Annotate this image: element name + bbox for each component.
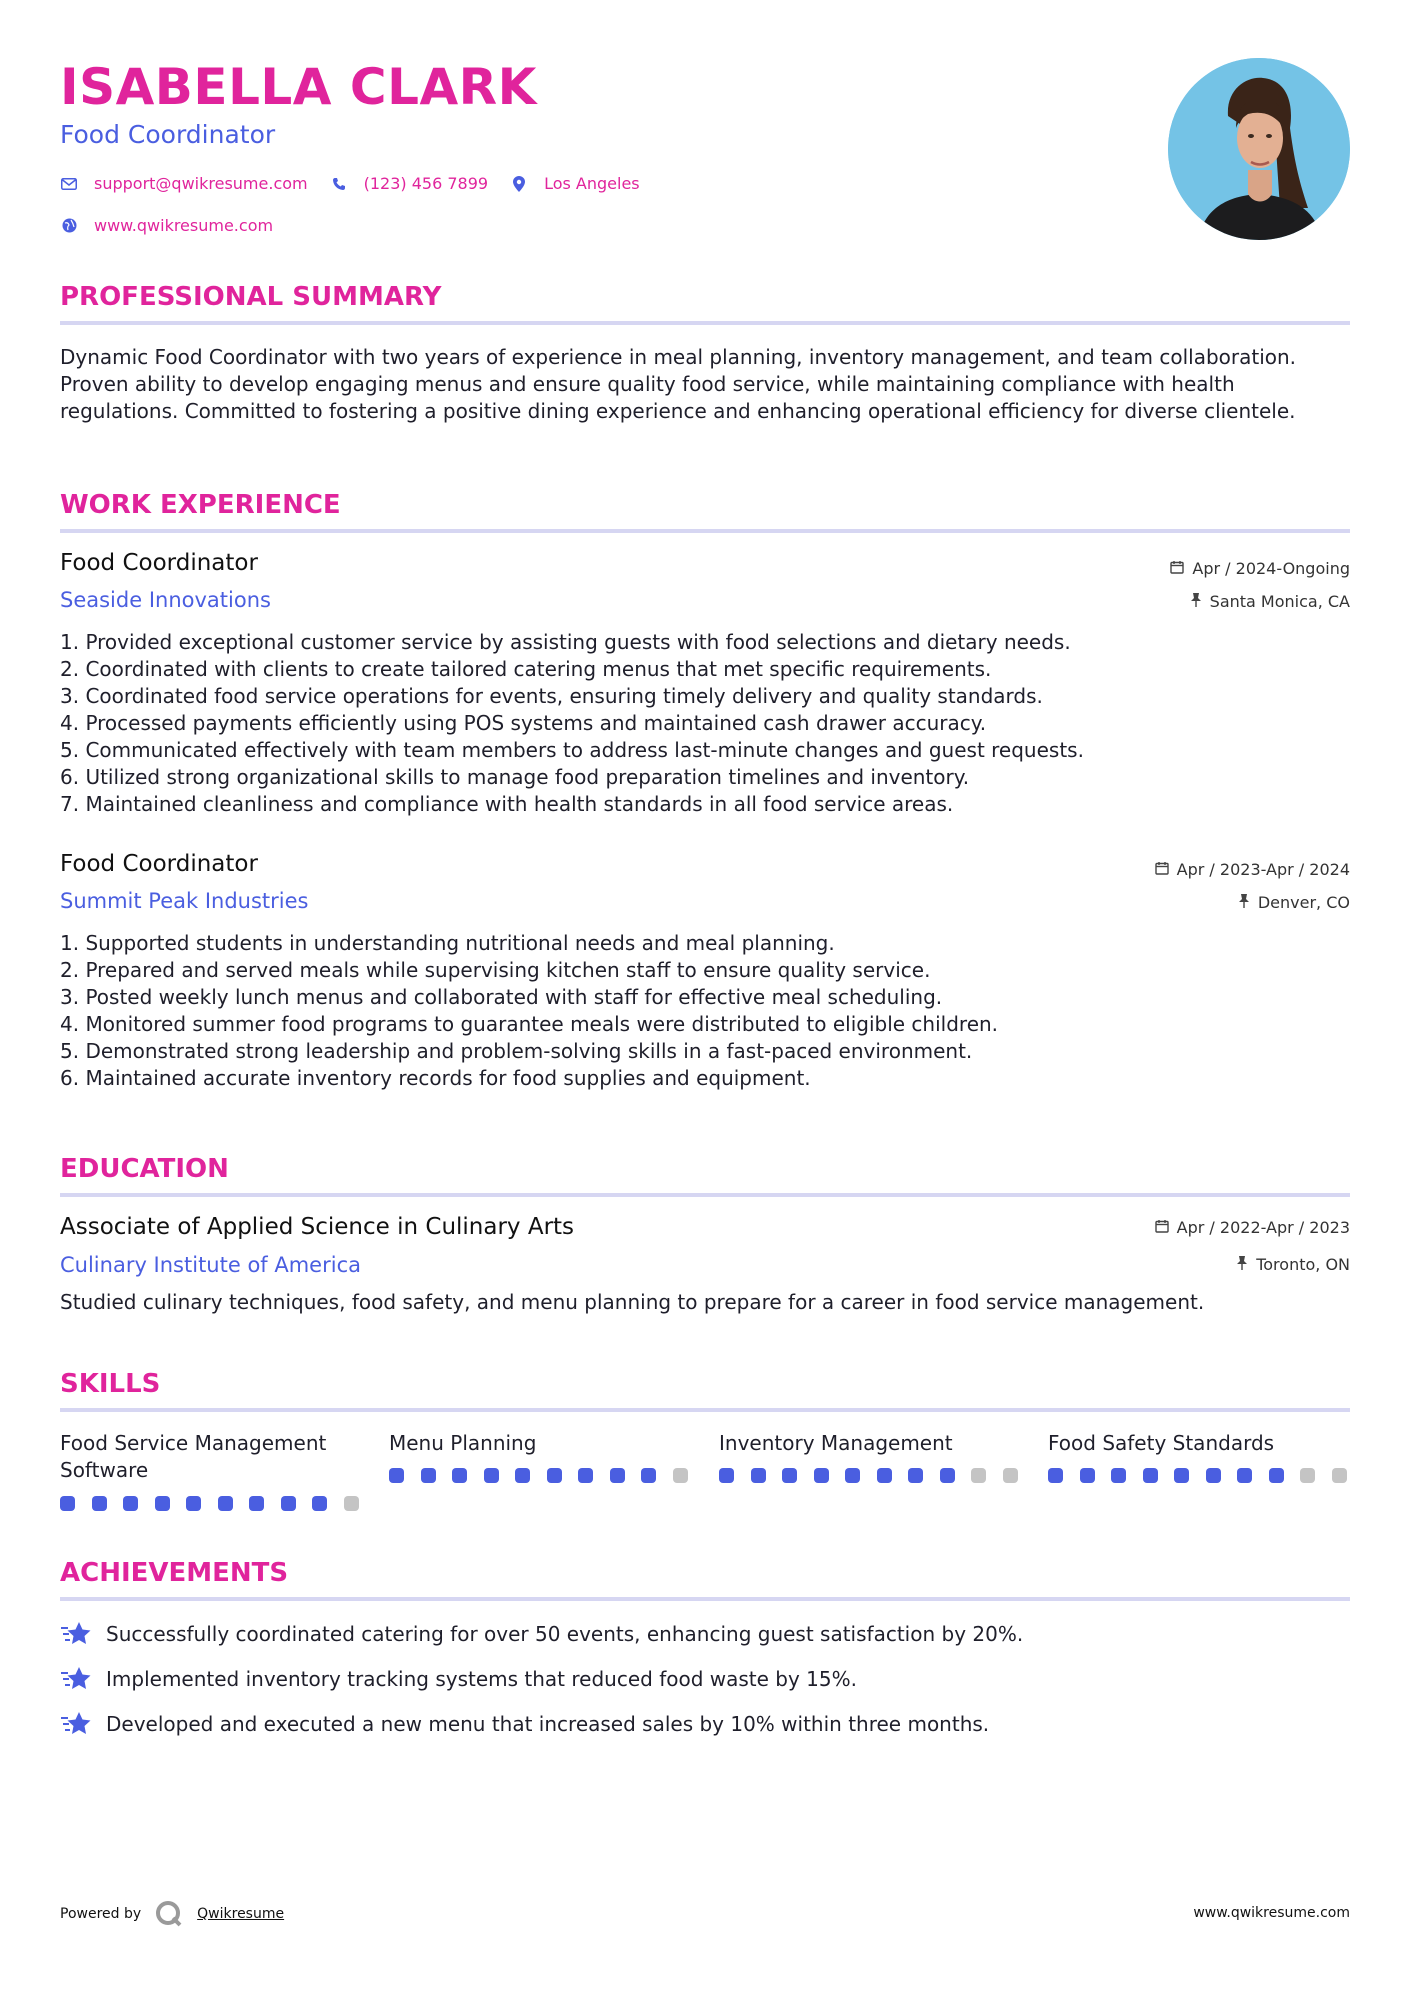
list-item: 5. Demonstrated strong leadership and problem-solving skills in a fast-paced environment. <box>60 1039 973 1063</box>
achievement-text: Developed and executed a new menu that increased sales by 10% within three months. <box>106 1712 990 1736</box>
rating-dot-filled <box>940 1468 955 1483</box>
education-divider <box>60 1193 1350 1197</box>
phone-icon <box>330 177 348 191</box>
star-award-icon <box>60 1710 92 1738</box>
footer-url[interactable]: www.qwikresume.com <box>1193 1905 1350 1921</box>
star-award-icon <box>60 1665 92 1693</box>
job-location <box>1238 893 1350 912</box>
education-description: Studied culinary techniques, food safety, and menu planning to prepare for a career in food service management. <box>60 1290 1205 1314</box>
rating-dot-filled <box>312 1496 327 1511</box>
rating-dot-empty <box>1003 1468 1018 1483</box>
job-location-text: Denver, CO <box>1257 893 1350 912</box>
location-text: Los Angeles <box>544 174 640 193</box>
education-heading: EDUCATION <box>60 1154 229 1184</box>
candidate-name: ISABELLA CLARK <box>60 58 537 116</box>
rating-dot-filled <box>1111 1468 1126 1483</box>
contact-row-1 <box>60 174 662 193</box>
achievement-text: Implemented inventory tracking systems that reduced food waste by 15%. <box>106 1667 857 1691</box>
skills-heading: SKILLS <box>60 1369 161 1399</box>
summary-heading: PROFESSIONAL SUMMARY <box>60 282 442 312</box>
footer-powered-by <box>60 1900 284 1928</box>
rating-dot-filled <box>877 1468 892 1483</box>
rating-dot-filled <box>484 1468 499 1483</box>
rating-dot-filled <box>547 1468 562 1483</box>
location-pin-icon <box>510 176 528 192</box>
pushpin-icon <box>1236 1256 1248 1274</box>
list-item: 5. Communicated effectively with team members to address last-minute changes and guest requests. <box>60 738 1084 762</box>
rating-dot-filled <box>782 1468 797 1483</box>
achievements-heading: ACHIEVEMENTS <box>60 1558 289 1588</box>
job-company: Seaside Innovations <box>60 588 271 612</box>
skills-divider <box>60 1408 1350 1412</box>
rating-dot-empty <box>971 1468 986 1483</box>
achievement-item <box>60 1710 989 1738</box>
achievements-divider <box>60 1597 1350 1601</box>
rating-dot-empty <box>344 1496 359 1511</box>
skill-rating <box>389 1468 704 1483</box>
list-item: 4. Processed payments efficiently using POS systems and maintained cash drawer accuracy. <box>60 711 987 735</box>
rating-dot-filled <box>908 1468 923 1483</box>
skill-name: Menu Planning <box>389 1431 537 1455</box>
experience-divider <box>60 529 1350 533</box>
rating-dot-filled <box>218 1496 233 1511</box>
rating-dot-filled <box>1143 1468 1158 1483</box>
job-dates <box>1155 860 1350 879</box>
rating-dot-filled <box>814 1468 829 1483</box>
email-link[interactable]: support@qwikresume.com <box>94 174 308 193</box>
list-item: 1. Supported students in understanding nutritional needs and meal planning. <box>60 931 835 955</box>
rating-dot-empty <box>673 1468 688 1483</box>
experience-heading: WORK EXPERIENCE <box>60 490 341 520</box>
rating-dot-filled <box>578 1468 593 1483</box>
rating-dot-filled <box>719 1468 734 1483</box>
phone-number[interactable]: (123) 456 7899 <box>363 174 489 193</box>
job-responsibilities <box>60 930 1350 1092</box>
achievement-text: Successfully coordinated catering for over 50 events, enhancing guest satisfaction by 20%. <box>106 1622 1024 1646</box>
job-location-text: Santa Monica, CA <box>1209 592 1350 611</box>
list-item: 6. Utilized strong organizational skills to manage food preparation timelines and inventory. <box>60 765 970 789</box>
degree-title: Associate of Applied Science in Culinary Arts <box>60 1214 575 1240</box>
list-item: 1. Provided exceptional customer service by assisting guests with food selections and dietary needs. <box>60 630 1071 654</box>
job-dates-text: Apr / 2024-Ongoing <box>1192 559 1350 578</box>
rating-dot-filled <box>845 1468 860 1483</box>
list-item: 4. Monitored summer food programs to guarantee meals were distributed to eligible children. <box>60 1012 999 1036</box>
achievement-item <box>60 1665 857 1693</box>
job-dates <box>1170 559 1350 578</box>
school-name: Culinary Institute of America <box>60 1253 361 1277</box>
skill-name: Food Service Management Software <box>60 1431 327 1482</box>
rating-dot-filled <box>249 1496 264 1511</box>
powered-by-label: Powered by <box>60 1906 142 1922</box>
job-responsibilities <box>60 629 1350 818</box>
calendar-icon <box>1155 1219 1169 1237</box>
rating-dot-filled <box>1174 1468 1189 1483</box>
list-item: 7. Maintained cleanliness and compliance with health standards in all food service areas. <box>60 792 954 816</box>
summary-divider <box>60 321 1350 325</box>
star-award-icon <box>60 1620 92 1648</box>
list-item: 6. Maintained accurate inventory records for food supplies and equipment. <box>60 1066 811 1090</box>
rating-dot-filled <box>1080 1468 1095 1483</box>
list-item: 2. Coordinated with clients to create tailored catering menus that met specific requirements. <box>60 657 992 681</box>
achievement-item <box>60 1620 1023 1648</box>
rating-dot-filled <box>641 1468 656 1483</box>
calendar-icon <box>1170 560 1184 578</box>
rating-dot-filled <box>389 1468 404 1483</box>
candidate-role: Food Coordinator <box>60 120 276 149</box>
rating-dot-empty <box>1332 1468 1347 1483</box>
skill-name: Inventory Management <box>719 1431 953 1455</box>
globe-icon <box>60 218 78 233</box>
rating-dot-filled <box>421 1468 436 1483</box>
email-icon <box>60 178 78 190</box>
job-location <box>1190 592 1350 611</box>
calendar-icon <box>1155 861 1169 879</box>
rating-dot-filled <box>60 1496 75 1511</box>
job-dates-text: Apr / 2023-Apr / 2024 <box>1176 860 1350 879</box>
rating-dot-filled <box>1048 1468 1063 1483</box>
job-company: Summit Peak Industries <box>60 889 309 913</box>
summary-text: Dynamic Food Coordinator with two years of experience in meal planning, inventory management, and team collaboration. Proven ability to develop engaging menus and ensure quality food service, while maintaining compliance with health regulations. Committed to fostering a positive dining experience and enhancing operational efficiency for diverse clientele. <box>60 345 1297 423</box>
rating-dot-filled <box>1269 1468 1284 1483</box>
rating-dot-filled <box>155 1496 170 1511</box>
skill-rating <box>719 1468 1034 1483</box>
list-item: 2. Prepared and served meals while supervising kitchen staff to ensure quality service. <box>60 958 931 982</box>
rating-dot-filled <box>1206 1468 1221 1483</box>
website-link[interactable]: www.qwikresume.com <box>94 216 274 235</box>
list-item: 3. Posted weekly lunch menus and collaborated with staff for effective meal scheduling. <box>60 985 943 1009</box>
rating-dot-filled <box>186 1496 201 1511</box>
pushpin-icon <box>1238 894 1250 912</box>
list-item: 3. Coordinated food service operations for events, ensuring timely delivery and quality standards. <box>60 684 1043 708</box>
skill-name: Food Safety Standards <box>1048 1431 1275 1455</box>
rating-dot-filled <box>610 1468 625 1483</box>
rating-dot-filled <box>515 1468 530 1483</box>
rating-dot-filled <box>751 1468 766 1483</box>
rating-dot-filled <box>452 1468 467 1483</box>
qwikresume-link[interactable]: Qwikresume <box>197 1906 285 1922</box>
rating-dot-empty <box>1300 1468 1315 1483</box>
rating-dot-filled <box>281 1496 296 1511</box>
skill-rating <box>60 1496 375 1511</box>
education-dates <box>1155 1218 1350 1237</box>
pushpin-icon <box>1190 593 1202 611</box>
rating-dot-filled <box>92 1496 107 1511</box>
education-location <box>1236 1255 1350 1274</box>
skill-rating <box>1048 1468 1363 1483</box>
contact-row-2 <box>60 216 295 235</box>
job-title: Food Coordinator <box>60 550 258 576</box>
education-location-text: Toronto, ON <box>1256 1255 1350 1274</box>
qwikresume-logo-icon <box>155 1900 183 1928</box>
job-title: Food Coordinator <box>60 851 258 877</box>
education-dates-text: Apr / 2022-Apr / 2023 <box>1176 1218 1350 1237</box>
rating-dot-filled <box>123 1496 138 1511</box>
profile-photo <box>1168 58 1350 240</box>
rating-dot-filled <box>1237 1468 1252 1483</box>
